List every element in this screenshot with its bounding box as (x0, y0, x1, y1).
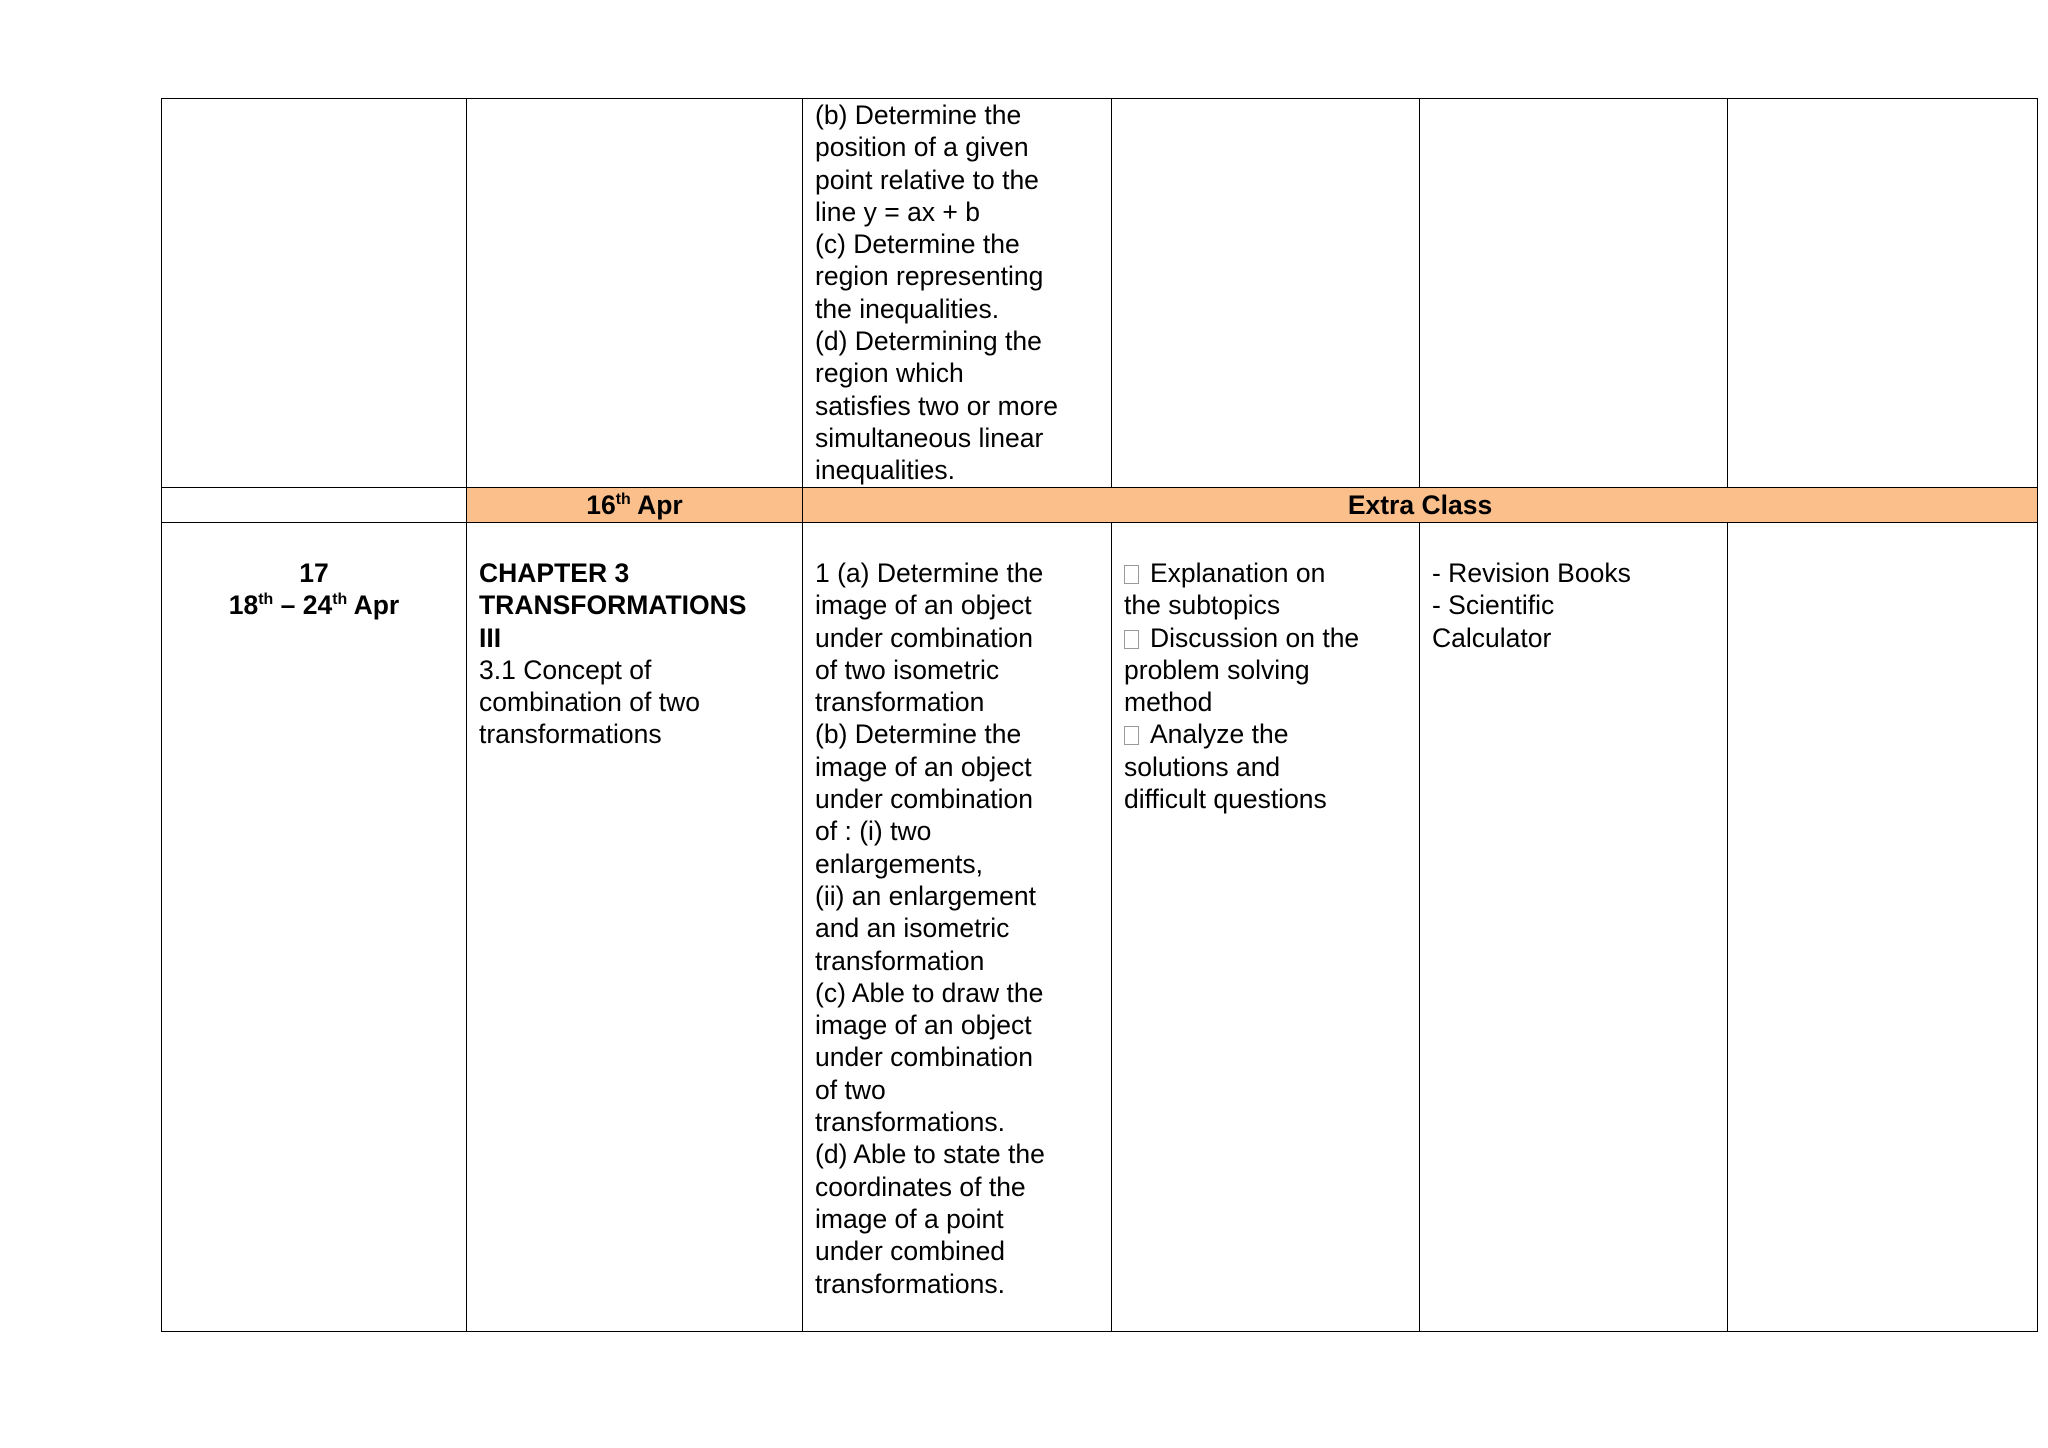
activity-continuation: difficult questions (1124, 784, 1327, 815)
outcome-line: (ii) an enlargement (815, 880, 1036, 911)
outcome-line: (b) Determine the (815, 100, 1022, 130)
outcome-line: region representing (815, 261, 1044, 292)
date-month: Apr (637, 489, 683, 520)
checkbox-bullet-icon (1124, 565, 1139, 584)
notes-cell (1728, 99, 2038, 488)
outcome-line: the inequalities. (815, 293, 1000, 324)
notes-cell (1728, 523, 2038, 1332)
outcome-line: image of an object (815, 1010, 1032, 1041)
outcome-line: position of a given (815, 132, 1029, 163)
subtopic-line: combination of two (479, 687, 700, 718)
learning-outcomes-cell (803, 523, 1112, 1332)
outcome-line: image of an object (815, 751, 1032, 782)
outcome-line: transformations. (815, 1107, 1005, 1138)
extra-class-date (467, 488, 803, 523)
outcome-line: satisfies two or more (815, 390, 1058, 421)
activity-continuation: solutions and (1124, 751, 1281, 782)
topic-cell (467, 523, 803, 1332)
outcome-line: (c) Able to draw the (815, 977, 1044, 1008)
activity-text: Analyze the (1150, 719, 1289, 750)
outcome-line: transformation (815, 945, 985, 976)
outcome-line: (d) Determining the (815, 326, 1042, 357)
outcome-line: enlargements, (815, 848, 983, 879)
outcome-line: line y = ax + b (815, 196, 980, 227)
week-number: 17 (299, 558, 329, 588)
learning-outcomes-cell (803, 99, 1112, 488)
outcome-line: simultaneous linear (815, 422, 1044, 453)
activity-text: Explanation on (1150, 558, 1326, 588)
lesson-plan-table (161, 98, 2038, 1332)
activity-continuation: problem solving (1124, 654, 1310, 685)
resources-cell (1420, 99, 1728, 488)
end-day: 24 (302, 590, 333, 621)
outcome-line: image of an object (815, 590, 1032, 621)
outcome-line: 1 (a) Determine the (815, 558, 1044, 588)
activity-item (1124, 718, 1407, 750)
activity-item (1124, 622, 1407, 654)
outcome-line: (c) Determine the (815, 229, 1020, 260)
date-dash: – (280, 590, 296, 621)
subtopic-line: transformations (479, 719, 662, 750)
week-dates (174, 589, 454, 621)
resource-line: Calculator (1432, 622, 1552, 653)
outcome-line: inequalities. (815, 455, 955, 486)
extra-class-label: Extra Class (803, 488, 2038, 523)
outcome-line: point relative to the (815, 164, 1039, 195)
table-row (162, 523, 2038, 1332)
outcome-line: transformation (815, 687, 985, 718)
resource-line: - Revision Books (1432, 558, 1631, 588)
outcome-line: coordinates of the (815, 1171, 1026, 1202)
date-month: Apr (353, 590, 400, 621)
extra-class-row (162, 488, 2038, 523)
activity-continuation: method (1124, 687, 1213, 718)
outcome-line: of : (i) two (815, 816, 932, 847)
outcome-line: under combined (815, 1236, 1006, 1267)
date-day: 16 (586, 489, 616, 520)
outcome-line: (d) Able to state the (815, 1139, 1045, 1170)
start-suffix: th (258, 591, 274, 609)
week-cell (162, 523, 467, 1332)
outcome-line: transformations. (815, 1268, 1005, 1299)
checkbox-bullet-icon (1124, 630, 1139, 649)
resource-line: - Scientific (1432, 590, 1555, 621)
outcome-line: under combination (815, 622, 1034, 653)
outcome-line: image of a point (815, 1203, 1004, 1234)
outcome-line: under combination (815, 784, 1034, 815)
date-suffix: th (615, 491, 631, 509)
end-suffix: th (332, 591, 348, 609)
chapter-title-line: TRANSFORMATIONS (479, 590, 747, 621)
chapter-title-line: CHAPTER 3 (479, 558, 630, 588)
activities-cell (1112, 99, 1420, 488)
resources-cell (1420, 523, 1728, 1332)
chapter-title-line: III (479, 622, 502, 653)
subtopic-line: 3.1 Concept of (479, 654, 652, 685)
week-cell (162, 99, 467, 488)
checkbox-bullet-icon (1124, 726, 1139, 745)
activity-continuation: the subtopics (1124, 590, 1281, 621)
outcome-line: of two (815, 1074, 886, 1105)
outcome-line: region which (815, 358, 964, 389)
activities-cell (1112, 523, 1420, 1332)
outcome-line: of two isometric (815, 654, 1000, 685)
topic-cell (467, 99, 803, 488)
outcome-line: (b) Determine the (815, 719, 1022, 750)
week-cell (162, 488, 467, 523)
table-row (162, 99, 2038, 488)
activity-text: Discussion on the (1150, 622, 1360, 653)
start-day: 18 (228, 590, 259, 621)
outcome-line: and an isometric (815, 913, 1010, 944)
outcome-line: under combination (815, 1042, 1034, 1073)
activity-item (1124, 557, 1407, 589)
